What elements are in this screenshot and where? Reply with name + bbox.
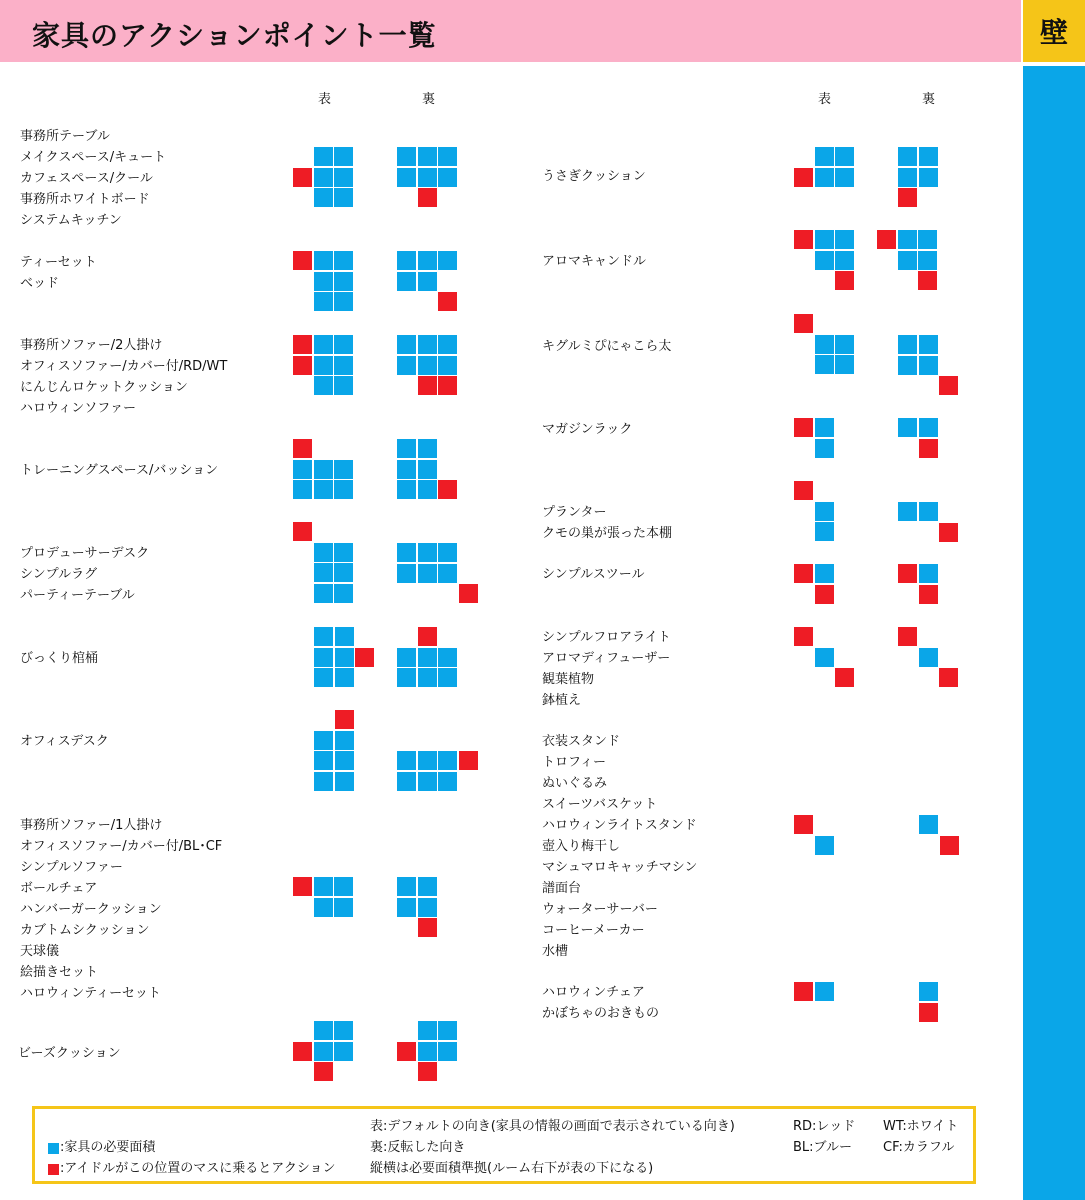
furniture-label: にんじんロケットクッション	[20, 380, 188, 395]
required-area-cell	[314, 335, 333, 354]
required-area-cell	[438, 147, 457, 166]
required-area-cell	[418, 480, 437, 499]
required-area-cell	[898, 335, 917, 354]
action-point-cell	[794, 627, 813, 646]
required-area-cell	[334, 335, 353, 354]
required-area-cell	[397, 480, 416, 499]
required-area-cell	[314, 898, 333, 917]
required-area-cell	[418, 772, 437, 791]
required-area-cell	[835, 168, 854, 187]
required-area-cell	[835, 147, 854, 166]
furniture-label: ハロウィンティーセット	[20, 986, 161, 1001]
required-area-cell	[919, 502, 938, 521]
required-area-cell	[438, 648, 457, 667]
required-area-cell	[397, 751, 416, 770]
required-area-cell	[919, 648, 938, 667]
required-area-cell	[438, 356, 457, 375]
required-area-cell	[293, 460, 312, 479]
action-point-cell	[335, 710, 354, 729]
furniture-label: トロフィー	[542, 755, 606, 770]
blue-swatch	[48, 1143, 59, 1154]
action-point-cell	[919, 439, 938, 458]
required-area-cell	[438, 1021, 457, 1040]
furniture-label: パーティーテーブル	[20, 588, 135, 603]
action-point-cell	[418, 188, 437, 207]
column-header-back: 裏	[422, 92, 436, 107]
furniture-label: ハロウィンソファー	[20, 401, 136, 416]
furniture-label: 鉢植え	[542, 693, 582, 708]
action-point-cell	[438, 376, 457, 395]
furniture-label: びっくり棺桶	[20, 651, 99, 666]
action-point-cell	[293, 1042, 312, 1061]
furniture-label: メイクスペース/キュート	[20, 150, 167, 165]
red-swatch	[48, 1164, 59, 1175]
furniture-label: 譜面台	[542, 881, 582, 896]
required-area-cell	[314, 751, 333, 770]
action-point-cell	[293, 168, 312, 187]
required-area-cell	[919, 418, 938, 437]
required-area-cell	[334, 1021, 353, 1040]
required-area-cell	[397, 460, 416, 479]
required-area-cell	[418, 877, 437, 896]
legend-bl: BL:ブルー	[793, 1140, 853, 1155]
furniture-label: マシュマロキャッチマシン	[542, 860, 698, 875]
furniture-label: シンプルフロアライト	[542, 630, 671, 645]
required-area-cell	[418, 460, 437, 479]
furniture-label: アロマディフューザー	[542, 651, 671, 666]
furniture-label: 事務所ソファー/2人掛け	[20, 338, 163, 353]
required-area-cell	[815, 648, 834, 667]
required-area-cell	[835, 251, 854, 270]
required-area-cell	[815, 147, 834, 166]
required-area-cell	[438, 564, 457, 583]
column-header-front: 表	[318, 92, 332, 107]
required-area-cell	[314, 356, 333, 375]
action-point-cell	[918, 271, 937, 290]
required-area-cell	[334, 877, 353, 896]
furniture-label: オフィスデスク	[20, 734, 109, 749]
furniture-label: クモの巣が張った本棚	[542, 526, 673, 541]
required-area-cell	[334, 147, 353, 166]
required-area-cell	[314, 648, 333, 667]
required-area-cell	[293, 480, 312, 499]
furniture-label: うさぎクッション	[542, 169, 646, 184]
required-area-cell	[898, 230, 917, 249]
required-area-cell	[314, 376, 333, 395]
furniture-label: ハロウィンチェア	[542, 985, 645, 1000]
required-area-cell	[835, 355, 854, 374]
required-area-cell	[919, 147, 938, 166]
furniture-label: 事務所ソファー/1人掛け	[20, 818, 163, 833]
furniture-label: ベッド	[20, 276, 60, 291]
column-header-back: 裏	[922, 92, 936, 107]
required-area-cell	[418, 898, 437, 917]
furniture-label: 衣装スタンド	[542, 734, 621, 749]
required-area-cell	[335, 772, 354, 791]
required-area-cell	[438, 543, 457, 562]
action-point-cell	[293, 251, 312, 270]
required-area-cell	[334, 251, 353, 270]
required-area-cell	[314, 584, 333, 603]
required-area-cell	[418, 564, 437, 583]
required-area-cell	[918, 230, 937, 249]
action-point-cell	[397, 1042, 416, 1061]
furniture-label: 観葉植物	[542, 672, 595, 687]
required-area-cell	[835, 335, 854, 354]
required-area-cell	[815, 230, 834, 249]
action-point-cell	[898, 564, 917, 583]
legend-back-note: 裏:反転した向き	[370, 1140, 466, 1155]
required-area-cell	[314, 460, 333, 479]
required-area-cell	[898, 147, 917, 166]
action-point-cell	[794, 815, 813, 834]
action-point-cell	[939, 523, 958, 542]
action-point-cell	[794, 168, 813, 187]
required-area-cell	[397, 648, 416, 667]
action-point-cell	[293, 877, 312, 896]
required-area-cell	[314, 147, 333, 166]
required-area-cell	[418, 439, 437, 458]
required-area-cell	[898, 251, 917, 270]
required-area-cell	[334, 898, 353, 917]
required-area-cell	[314, 731, 333, 750]
action-point-cell	[314, 1062, 333, 1081]
furniture-label: シンプルラグ	[20, 567, 98, 582]
furniture-label: スイーツバスケット	[542, 797, 658, 812]
required-area-cell	[314, 772, 333, 791]
legend-red-text: :アイドルがこの位置のマスに乗るとアクション	[60, 1161, 336, 1176]
required-area-cell	[898, 502, 917, 521]
required-area-cell	[438, 751, 457, 770]
required-area-cell	[835, 230, 854, 249]
legend-blue-text: :家具の必要面積	[60, 1140, 156, 1155]
required-area-cell	[418, 335, 437, 354]
required-area-cell	[418, 147, 437, 166]
required-area-cell	[334, 168, 353, 187]
furniture-label: オフィスソファー/カバー付/RD/WT	[20, 359, 228, 374]
furniture-label: 壺入り梅干し	[542, 839, 621, 854]
furniture-label: アロマキャンドル	[542, 254, 647, 269]
required-area-cell	[918, 251, 937, 270]
required-area-cell	[815, 355, 834, 374]
required-area-cell	[314, 272, 333, 291]
required-area-cell	[335, 751, 354, 770]
side-bar	[1023, 66, 1085, 1200]
action-point-cell	[293, 335, 312, 354]
required-area-cell	[919, 168, 938, 187]
required-area-cell	[919, 356, 938, 375]
action-point-cell	[794, 982, 813, 1001]
action-point-cell	[835, 271, 854, 290]
furniture-label: プランター	[542, 505, 607, 520]
required-area-cell	[418, 648, 437, 667]
required-area-cell	[314, 188, 333, 207]
furniture-label: コーヒーメーカー	[542, 923, 645, 938]
furniture-label: キグルミぴにゃこら太	[542, 339, 672, 354]
required-area-cell	[334, 356, 353, 375]
required-area-cell	[438, 168, 457, 187]
action-point-cell	[919, 585, 938, 604]
action-point-cell	[939, 376, 958, 395]
action-point-cell	[898, 627, 917, 646]
action-point-cell	[459, 584, 478, 603]
action-point-cell	[794, 418, 813, 437]
page-title: 家具のアクションポイント一覧	[32, 19, 437, 52]
required-area-cell	[334, 1042, 353, 1061]
furniture-label: ぬいぐるみ	[542, 776, 608, 791]
required-area-cell	[418, 356, 437, 375]
required-area-cell	[418, 668, 437, 687]
furniture-label: 事務所ホワイトボード	[20, 192, 150, 207]
required-area-cell	[898, 168, 917, 187]
required-area-cell	[314, 1021, 333, 1040]
required-area-cell	[334, 272, 353, 291]
furniture-label: カフェスペース/クール	[20, 171, 153, 186]
required-area-cell	[815, 418, 834, 437]
action-point-cell	[459, 751, 478, 770]
required-area-cell	[815, 982, 834, 1001]
furniture-label: ハンバーガークッション	[20, 902, 162, 917]
required-area-cell	[314, 1042, 333, 1061]
required-area-cell	[418, 543, 437, 562]
required-area-cell	[397, 898, 416, 917]
furniture-label: 水槽	[542, 944, 569, 959]
required-area-cell	[438, 772, 457, 791]
required-area-cell	[815, 836, 834, 855]
required-area-cell	[314, 668, 333, 687]
action-point-cell	[418, 1062, 437, 1081]
required-area-cell	[334, 460, 353, 479]
action-point-cell	[794, 230, 813, 249]
required-area-cell	[397, 147, 416, 166]
required-area-cell	[397, 564, 416, 583]
required-area-cell	[898, 418, 917, 437]
required-area-cell	[314, 543, 333, 562]
action-point-cell	[418, 918, 437, 937]
required-area-cell	[397, 772, 416, 791]
action-point-cell	[293, 522, 312, 541]
action-point-cell	[835, 668, 854, 687]
legend-front-note: 表:デフォルトの向き(家具の情報の画面で表示されている向き)	[370, 1119, 735, 1134]
furniture-label: ビーズクッション	[18, 1046, 121, 1061]
action-point-cell	[355, 648, 374, 667]
required-area-cell	[919, 335, 938, 354]
required-area-cell	[335, 731, 354, 750]
action-point-cell	[794, 314, 813, 333]
required-area-cell	[438, 668, 457, 687]
furniture-label: システムキッチン	[20, 213, 122, 228]
furniture-label: かぼちゃのおきもの	[542, 1006, 660, 1021]
action-point-cell	[794, 564, 813, 583]
required-area-cell	[815, 335, 834, 354]
required-area-cell	[335, 627, 354, 646]
required-area-cell	[335, 648, 354, 667]
required-area-cell	[815, 439, 834, 458]
required-area-cell	[314, 168, 333, 187]
action-point-cell	[939, 668, 958, 687]
required-area-cell	[418, 1042, 437, 1061]
required-area-cell	[397, 335, 416, 354]
required-area-cell	[418, 1021, 437, 1040]
furniture-label: ティーセット	[20, 255, 97, 270]
required-area-cell	[815, 251, 834, 270]
required-area-cell	[815, 502, 834, 521]
legend-wt: WT:ホワイト	[883, 1119, 959, 1134]
required-area-cell	[335, 668, 354, 687]
required-area-cell	[919, 564, 938, 583]
required-area-cell	[397, 668, 416, 687]
required-area-cell	[314, 627, 333, 646]
required-area-cell	[397, 168, 416, 187]
required-area-cell	[397, 877, 416, 896]
action-point-cell	[815, 585, 834, 604]
required-area-cell	[418, 251, 437, 270]
required-area-cell	[334, 480, 353, 499]
required-area-cell	[314, 251, 333, 270]
required-area-cell	[314, 480, 333, 499]
wall-badge: 壁	[1023, 0, 1085, 62]
required-area-cell	[418, 751, 437, 770]
furniture-label: オフィスソファー/カバー付/BL･CF	[20, 839, 223, 854]
required-area-cell	[334, 188, 353, 207]
action-point-cell	[877, 230, 896, 249]
furniture-label: 天球儀	[20, 944, 60, 959]
required-area-cell	[334, 543, 353, 562]
column-header-front: 表	[818, 92, 832, 107]
action-point-cell	[418, 627, 437, 646]
legend-size-note: 縦横は必要面積準拠(ルーム右下が表の下になる)	[370, 1161, 654, 1176]
required-area-cell	[397, 272, 416, 291]
furniture-label: シンプルソファー	[20, 860, 123, 875]
furniture-label: 事務所テーブル	[20, 129, 110, 144]
required-area-cell	[334, 376, 353, 395]
required-area-cell	[397, 439, 416, 458]
furniture-label: ウォーターサーバー	[542, 902, 658, 917]
required-area-cell	[397, 251, 416, 270]
required-area-cell	[314, 292, 333, 311]
required-area-cell	[334, 584, 353, 603]
required-area-cell	[919, 982, 938, 1001]
action-point-cell	[293, 356, 312, 375]
action-point-cell	[898, 188, 917, 207]
required-area-cell	[418, 168, 437, 187]
furniture-label: シンプルスツール	[542, 567, 645, 582]
page-header	[0, 0, 1021, 62]
required-area-cell	[815, 168, 834, 187]
required-area-cell	[334, 292, 353, 311]
required-area-cell	[397, 543, 416, 562]
required-area-cell	[397, 356, 416, 375]
action-point-cell	[438, 292, 457, 311]
action-point-cell	[418, 376, 437, 395]
required-area-cell	[919, 815, 938, 834]
legend-cf: CF:カラフル	[883, 1140, 955, 1155]
action-point-cell	[919, 1003, 938, 1022]
furniture-label: トレーニングスペース/バッション	[20, 463, 219, 478]
required-area-cell	[438, 1042, 457, 1061]
required-area-cell	[815, 522, 834, 541]
legend	[32, 1106, 976, 1184]
furniture-label: 絵描きセット	[20, 965, 99, 980]
required-area-cell	[314, 563, 333, 582]
required-area-cell	[438, 335, 457, 354]
action-point-cell	[794, 481, 813, 500]
furniture-label: ボールチェア	[20, 881, 98, 896]
furniture-label: カブトムシクッション	[20, 923, 150, 938]
required-area-cell	[815, 564, 834, 583]
furniture-label: ハロウィンライトスタンド	[542, 818, 697, 833]
furniture-label: プロデューサーデスク	[20, 546, 150, 561]
action-point-cell	[940, 836, 959, 855]
legend-rd: RD:レッド	[793, 1119, 856, 1134]
action-point-cell	[293, 439, 312, 458]
required-area-cell	[438, 251, 457, 270]
required-area-cell	[418, 272, 437, 291]
required-area-cell	[334, 563, 353, 582]
action-point-cell	[438, 480, 457, 499]
required-area-cell	[898, 356, 917, 375]
furniture-label: マガジンラック	[542, 422, 633, 437]
required-area-cell	[314, 877, 333, 896]
